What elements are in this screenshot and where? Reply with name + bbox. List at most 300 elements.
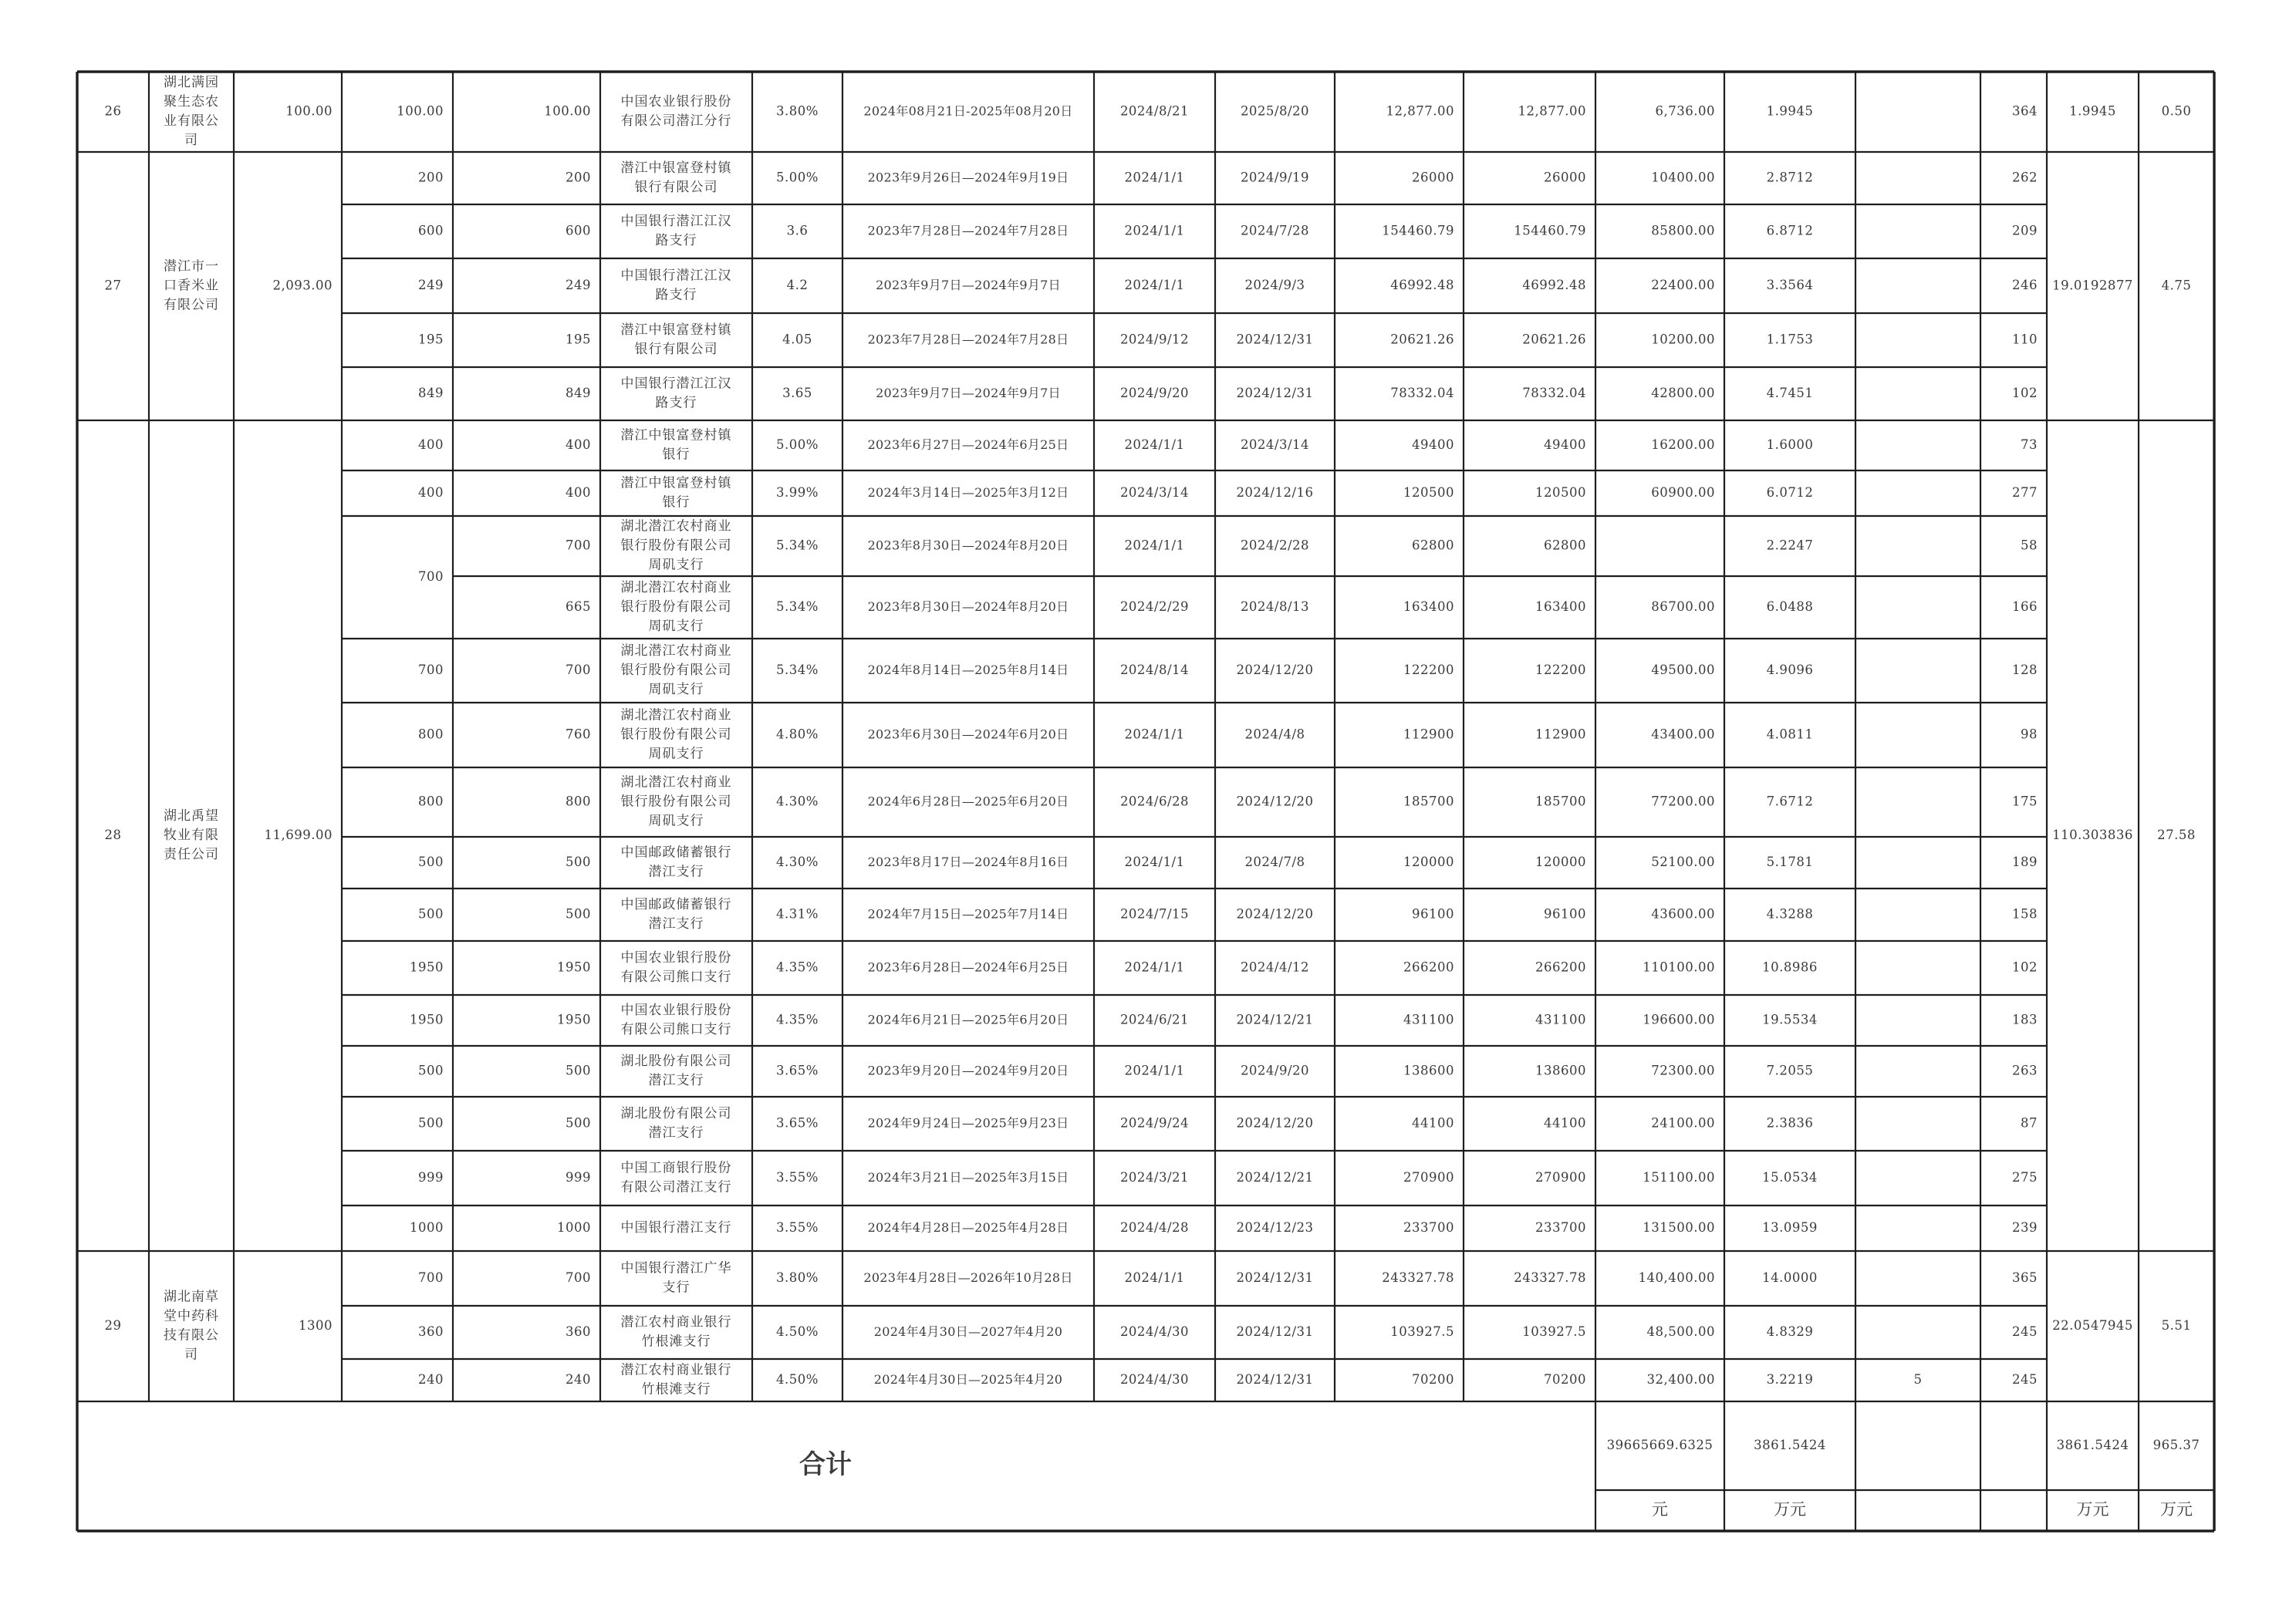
cell-base1: 12,877.00 bbox=[1386, 103, 1454, 119]
cell-rate: 3.65 bbox=[782, 386, 812, 400]
cell-term: 2023年7月28日—2024年7月28日 bbox=[867, 223, 1069, 238]
cell-subsidy: 10.8986 bbox=[1762, 959, 1818, 975]
cell-bank-line: 中国工商银行股份 bbox=[620, 1160, 732, 1176]
cell-days: 209 bbox=[2012, 223, 2038, 238]
cell-end: 2024/12/20 bbox=[1236, 1115, 1314, 1131]
cell-subsidy: 4.9096 bbox=[1766, 663, 1814, 677]
cell-term: 2023年6月27日—2024年6月25日 bbox=[867, 437, 1069, 452]
cell-balance: 100.00 bbox=[544, 103, 591, 119]
cell-base1: 26000 bbox=[1412, 170, 1454, 185]
cell-balance: 1000 bbox=[557, 1220, 591, 1235]
cell-days: 263 bbox=[2012, 1063, 2038, 1078]
cell-company-line: 司 bbox=[184, 133, 198, 148]
cell-company-line: 牧业有限 bbox=[164, 828, 219, 843]
cell-subsidy: 2.2247 bbox=[1766, 538, 1814, 553]
cell-start: 2024/6/21 bbox=[1119, 1012, 1190, 1027]
cell-rate: 5.00% bbox=[776, 170, 819, 185]
cell-rate: 4.30% bbox=[776, 794, 819, 809]
cell-subsidy: 3.2219 bbox=[1766, 1372, 1814, 1387]
cell-end: 2024/12/16 bbox=[1236, 485, 1314, 500]
cell-company-line: 湖北满园 bbox=[164, 75, 219, 90]
cell-base1: 62800 bbox=[1412, 538, 1454, 553]
cell-base1: 49400 bbox=[1412, 437, 1454, 452]
cell-start: 2024/1/1 bbox=[1124, 959, 1185, 975]
cell-balance: 360 bbox=[566, 1324, 591, 1339]
cell-bank-line: 中国农业银行股份 bbox=[620, 94, 732, 110]
cell-term: 2023年9月20日—2024年9月20日 bbox=[867, 1063, 1069, 1078]
cell-base2: 103927.5 bbox=[1522, 1324, 1586, 1339]
cell-end: 2024/12/31 bbox=[1236, 386, 1314, 400]
unit-final: 万元 bbox=[2160, 1500, 2193, 1519]
cell-company bbox=[164, 808, 219, 862]
cell-start: 2024/8/14 bbox=[1119, 663, 1190, 677]
cell-blank: 5 bbox=[1913, 1372, 1923, 1387]
cell-base1: 138600 bbox=[1403, 1063, 1454, 1078]
cell-days: 73 bbox=[2021, 437, 2038, 452]
cell-term: 2024年7月15日—2025年7月14日 bbox=[867, 906, 1069, 922]
cell-company-line: 业有限公 bbox=[164, 113, 219, 129]
cell-sum: 22.0547945 bbox=[2052, 1318, 2133, 1333]
cell-loan: 999 bbox=[418, 1170, 444, 1185]
cell-interest: 72300.00 bbox=[1651, 1063, 1715, 1078]
cell-days: 239 bbox=[2012, 1220, 2038, 1235]
cell-end: 2024/12/31 bbox=[1236, 1372, 1314, 1387]
cell-base2: 243327.78 bbox=[1514, 1270, 1586, 1285]
cell-balance: 600 bbox=[566, 223, 591, 238]
cell-term: 2024年9月24日—2025年9月23日 bbox=[867, 1115, 1069, 1131]
cell-start: 2024/3/14 bbox=[1119, 485, 1190, 500]
unit-yuan: 元 bbox=[1652, 1500, 1668, 1519]
cell-interest: 110100.00 bbox=[1643, 959, 1715, 975]
cell-end: 2024/8/13 bbox=[1240, 599, 1310, 614]
cell-days: 275 bbox=[2012, 1170, 2038, 1185]
cell-term: 2023年8月17日—2024年8月16日 bbox=[867, 855, 1069, 869]
cell-sum: 110.303836 bbox=[2052, 828, 2133, 842]
cell-balance: 249 bbox=[566, 278, 591, 292]
cell-subsidy: 1.9945 bbox=[1766, 103, 1814, 119]
cell-term: 2024年6月28日—2025年6月20日 bbox=[867, 794, 1069, 809]
cell-base1: 20621.26 bbox=[1390, 332, 1454, 347]
cell-amount: 1300 bbox=[299, 1318, 333, 1333]
cell-bank-line: 中国银行潜江支行 bbox=[620, 1220, 732, 1236]
cell-days: 364 bbox=[2012, 103, 2038, 119]
cell-end: 2024/12/31 bbox=[1236, 1324, 1314, 1339]
cell-loan: 240 bbox=[418, 1372, 444, 1387]
cell-bank-line: 有限公司熊口支行 bbox=[620, 969, 732, 985]
cell-term: 2023年4月28日—2026年10月28日 bbox=[863, 1270, 1073, 1285]
cell-base1: 78332.04 bbox=[1390, 386, 1454, 400]
cell-base1: 185700 bbox=[1403, 794, 1454, 809]
cell-term: 2023年6月28日—2024年6月25日 bbox=[867, 959, 1069, 975]
cell-interest: 196600.00 bbox=[1643, 1012, 1715, 1027]
cell-base2: 112900 bbox=[1535, 727, 1586, 742]
cell-term: 2024年08月21日-2025年08月20日 bbox=[863, 103, 1073, 119]
cell-term: 2023年9月7日—2024年9月7日 bbox=[876, 278, 1061, 292]
cell-subsidy: 4.8329 bbox=[1766, 1324, 1814, 1339]
cell-interest: 86700.00 bbox=[1651, 599, 1715, 614]
cell-seq: 26 bbox=[104, 103, 122, 119]
cell-start: 2024/1/1 bbox=[1124, 437, 1185, 452]
cell-base2: 270900 bbox=[1535, 1170, 1586, 1185]
cell-bank-line: 有限公司潜江支行 bbox=[620, 1179, 732, 1195]
cell-base2: 233700 bbox=[1535, 1220, 1586, 1235]
cell-amount: 100.00 bbox=[285, 103, 333, 119]
cell-balance: 400 bbox=[566, 485, 591, 500]
cell-days: 246 bbox=[2012, 278, 2038, 292]
cell-bank-line: 周矶支行 bbox=[648, 619, 704, 634]
cell-end: 2024/3/14 bbox=[1240, 437, 1310, 452]
cell-balance: 500 bbox=[566, 1063, 591, 1078]
cell-final: 5.51 bbox=[2161, 1318, 2192, 1333]
cell-bank-line: 潜江中银富登村镇 bbox=[620, 160, 732, 176]
cell-loan: 700 bbox=[418, 1270, 444, 1285]
cell-loan: 200 bbox=[418, 170, 444, 185]
cell-term: 2024年4月28日—2025年4月28日 bbox=[867, 1220, 1069, 1235]
cell-base2: 163400 bbox=[1535, 599, 1586, 614]
cell-term: 2024年3月14日—2025年3月12日 bbox=[867, 485, 1069, 500]
cell-balance: 195 bbox=[566, 332, 591, 347]
cell-subsidy: 15.0534 bbox=[1762, 1170, 1818, 1185]
cell-base2: 266200 bbox=[1535, 959, 1586, 975]
cell-base2: 46992.48 bbox=[1522, 278, 1586, 292]
cell-base1: 96100 bbox=[1412, 906, 1454, 922]
cell-bank-line: 周矶支行 bbox=[648, 682, 704, 697]
cell-bank-line: 路支行 bbox=[655, 287, 697, 303]
cell-base1: 112900 bbox=[1403, 727, 1454, 742]
cell-bank-line: 竹根滩支行 bbox=[641, 1334, 711, 1350]
cell-bank-line: 银行有限公司 bbox=[634, 342, 718, 357]
cell-rate: 4.80% bbox=[776, 727, 819, 742]
cell-bank-line: 中国银行潜江广华 bbox=[620, 1260, 732, 1276]
cell-start: 2024/9/20 bbox=[1119, 386, 1190, 400]
cell-start: 2024/1/1 bbox=[1124, 855, 1185, 869]
cell-bank-line: 路支行 bbox=[655, 395, 697, 411]
cell-bank-line: 潜江农村商业银行 bbox=[620, 1314, 732, 1330]
total-yuan: 39665669.6325 bbox=[1606, 1438, 1714, 1452]
cell-interest: 131500.00 bbox=[1643, 1220, 1715, 1235]
cell-balance: 760 bbox=[566, 727, 591, 742]
cell-rate: 4.31% bbox=[776, 906, 819, 922]
cell-rate: 3.65% bbox=[776, 1115, 819, 1131]
cell-term: 2023年8月30日—2024年8月20日 bbox=[867, 538, 1069, 553]
cell-end: 2024/9/19 bbox=[1240, 170, 1310, 185]
cell-bank-line: 路支行 bbox=[655, 233, 697, 248]
cell-rate: 4.05 bbox=[782, 332, 812, 347]
cell-end: 2024/12/31 bbox=[1236, 1270, 1314, 1285]
total-sum: 3861.5424 bbox=[2056, 1438, 2129, 1452]
cell-rate: 4.35% bbox=[776, 1012, 819, 1027]
cell-base1: 243327.78 bbox=[1382, 1270, 1454, 1285]
cell-bank-line: 湖北潜江农村商业 bbox=[620, 774, 732, 791]
cell-amount: 11,699.00 bbox=[264, 828, 333, 842]
cell-subsidy: 14.0000 bbox=[1762, 1270, 1818, 1285]
cell-rate: 5.34% bbox=[776, 663, 819, 677]
cell-bank-line: 湖北潜江农村商业 bbox=[620, 643, 732, 659]
cell-company-line: 司 bbox=[184, 1347, 198, 1363]
cell-bank-line: 银行股份有限公司 bbox=[620, 727, 732, 743]
cell-loan: 700 bbox=[418, 663, 444, 677]
cell-loan: 1950 bbox=[410, 1012, 444, 1027]
cell-start: 2024/4/28 bbox=[1119, 1220, 1190, 1235]
cell-days: 277 bbox=[2012, 485, 2038, 500]
cell-start: 2024/2/29 bbox=[1119, 599, 1190, 614]
cell-days: 110 bbox=[2012, 332, 2038, 347]
cell-subsidy: 4.7451 bbox=[1766, 386, 1814, 400]
cell-interest: 43400.00 bbox=[1651, 727, 1715, 742]
cell-loan: 800 bbox=[418, 794, 444, 809]
cell-end: 2024/9/3 bbox=[1244, 278, 1305, 292]
cell-seq: 27 bbox=[104, 278, 122, 293]
cell-start: 2024/3/21 bbox=[1119, 1170, 1190, 1185]
cell-term: 2024年8月14日—2025年8月14日 bbox=[867, 663, 1069, 677]
cell-bank-line: 竹根滩支行 bbox=[641, 1381, 711, 1398]
cell-base2: 12,877.00 bbox=[1518, 103, 1586, 119]
cell-end: 2024/12/20 bbox=[1236, 906, 1314, 922]
cell-base1: 70200 bbox=[1412, 1372, 1454, 1387]
cell-bank-line: 中国银行潜江江汉 bbox=[620, 214, 732, 229]
cell-base2: 70200 bbox=[1544, 1372, 1586, 1387]
cell-base1: 270900 bbox=[1403, 1170, 1454, 1185]
cell-company-line: 湖北禹望 bbox=[164, 808, 219, 824]
cell-company-line: 堂中药科 bbox=[164, 1308, 219, 1324]
cell-subsidy: 3.3564 bbox=[1766, 278, 1814, 292]
cell-rate: 3.55% bbox=[776, 1170, 819, 1185]
cell-rate: 4.35% bbox=[776, 959, 819, 975]
cell-bank-line: 湖北潜江农村商业 bbox=[620, 707, 732, 723]
cell-subsidy: 4.3288 bbox=[1766, 906, 1814, 922]
cell-base1: 163400 bbox=[1403, 599, 1454, 614]
cell-bank-line: 潜江支行 bbox=[648, 1125, 704, 1141]
cell-days: 102 bbox=[2012, 959, 2038, 975]
cell-company-line: 技有限公 bbox=[164, 1327, 219, 1344]
cell-start: 2024/6/28 bbox=[1119, 794, 1190, 809]
cell-bank-line: 银行有限公司 bbox=[634, 180, 718, 195]
cell-subsidy: 6.0712 bbox=[1766, 485, 1814, 500]
cell-base1: 122200 bbox=[1403, 663, 1454, 677]
cell-bank-line: 潜江中银富登村镇 bbox=[620, 427, 732, 443]
cell-base1: 233700 bbox=[1403, 1220, 1454, 1235]
cell-interest: 85800.00 bbox=[1651, 223, 1715, 238]
cell-loan: 700 bbox=[418, 569, 444, 584]
cell-base2: 44100 bbox=[1544, 1115, 1586, 1131]
cell-amount: 2,093.00 bbox=[272, 278, 333, 293]
cell-sum: 19.0192877 bbox=[2052, 278, 2133, 293]
cell-bank-line: 有限公司潜江分行 bbox=[620, 113, 732, 129]
total-final: 965.37 bbox=[2152, 1438, 2200, 1452]
cell-end: 2024/7/8 bbox=[1244, 855, 1305, 869]
cell-balance: 800 bbox=[566, 794, 591, 809]
cell-bank-line: 银行股份有限公司 bbox=[620, 599, 732, 615]
cell-interest: 48,500.00 bbox=[1646, 1324, 1715, 1339]
cell-days: 98 bbox=[2021, 727, 2038, 742]
cell-term: 2023年7月28日—2024年7月28日 bbox=[867, 332, 1069, 347]
cell-subsidy: 6.8712 bbox=[1766, 223, 1814, 238]
cell-days: 183 bbox=[2012, 1012, 2038, 1027]
cell-term: 2023年6月30日—2024年6月20日 bbox=[867, 727, 1069, 742]
cell-interest: 22400.00 bbox=[1651, 278, 1715, 292]
cell-start: 2024/1/1 bbox=[1124, 1270, 1185, 1285]
cell-start: 2024/1/1 bbox=[1124, 223, 1185, 238]
cell-days: 262 bbox=[2012, 170, 2038, 185]
cell-bank-line: 银行股份有限公司 bbox=[620, 794, 732, 810]
cell-start: 2024/4/30 bbox=[1119, 1372, 1190, 1387]
cell-rate: 3.65% bbox=[776, 1063, 819, 1078]
cell-loan: 500 bbox=[418, 1115, 444, 1131]
cell-start: 2024/8/21 bbox=[1119, 103, 1190, 119]
cell-loan: 500 bbox=[418, 855, 444, 869]
cell-bank-line: 潜江支行 bbox=[648, 864, 704, 880]
cell-balance: 1950 bbox=[557, 959, 591, 975]
cell-term: 2023年9月7日—2024年9月7日 bbox=[876, 386, 1061, 400]
cell-loan: 500 bbox=[418, 1063, 444, 1078]
cell-days: 87 bbox=[2021, 1115, 2038, 1131]
cell-term: 2024年6月21日—2025年6月20日 bbox=[867, 1012, 1069, 1027]
cell-balance: 700 bbox=[566, 663, 591, 677]
cell-interest: 43600.00 bbox=[1651, 906, 1715, 922]
cell-end: 2024/12/31 bbox=[1236, 332, 1314, 347]
cell-bank-line: 银行 bbox=[662, 447, 690, 463]
cell-balance: 700 bbox=[566, 538, 591, 553]
cell-base2: 154460.79 bbox=[1514, 223, 1586, 238]
cell-base1: 266200 bbox=[1403, 959, 1454, 975]
cell-subsidy: 19.5534 bbox=[1762, 1012, 1818, 1027]
cell-final: 4.75 bbox=[2161, 278, 2192, 293]
cell-interest: 151100.00 bbox=[1643, 1170, 1715, 1185]
cell-company-line: 责任公司 bbox=[164, 847, 219, 862]
cell-company bbox=[164, 259, 219, 313]
cell-loan: 100.00 bbox=[397, 103, 444, 119]
cell-base1: 431100 bbox=[1403, 1012, 1454, 1027]
cell-days: 245 bbox=[2012, 1324, 2038, 1339]
cell-end: 2024/12/20 bbox=[1236, 794, 1314, 809]
cell-rate: 3.80% bbox=[776, 103, 819, 119]
cell-end: 2024/12/20 bbox=[1236, 663, 1314, 677]
cell-bank-line: 银行 bbox=[662, 494, 690, 511]
cell-loan: 195 bbox=[418, 332, 444, 347]
cell-bank-line: 周矶支行 bbox=[648, 557, 704, 573]
cell-balance: 849 bbox=[566, 386, 591, 400]
cell-interest: 10400.00 bbox=[1651, 170, 1715, 185]
cell-company-line: 聚生态农 bbox=[164, 94, 219, 110]
cell-loan: 800 bbox=[418, 727, 444, 742]
cell-balance: 500 bbox=[566, 855, 591, 869]
cell-seq: 29 bbox=[104, 1318, 122, 1333]
cell-days: 58 bbox=[2021, 538, 2038, 553]
cell-base2: 78332.04 bbox=[1522, 386, 1586, 400]
cell-bank-line: 潜江支行 bbox=[648, 916, 704, 932]
cell-base1: 120000 bbox=[1403, 855, 1454, 869]
cell-end: 2024/9/20 bbox=[1240, 1063, 1310, 1078]
cell-bank-line: 周矶支行 bbox=[648, 813, 704, 829]
cell-loan: 1000 bbox=[410, 1220, 444, 1235]
cell-seq: 28 bbox=[104, 828, 122, 842]
cell-bank bbox=[621, 1220, 732, 1236]
cell-bank-line: 有限公司熊口支行 bbox=[620, 1022, 732, 1037]
cell-base2: 26000 bbox=[1544, 170, 1586, 185]
cell-bank-line: 中国农业银行股份 bbox=[620, 950, 732, 966]
cell-rate: 4.2 bbox=[786, 278, 809, 292]
cell-base2: 49400 bbox=[1544, 437, 1586, 452]
cell-start: 2024/9/12 bbox=[1119, 332, 1190, 347]
cell-bank-line: 湖北潜江农村商业 bbox=[620, 518, 732, 534]
cell-balance: 500 bbox=[566, 1115, 591, 1131]
cell-days: 166 bbox=[2012, 599, 2038, 614]
cell-subsidy: 1.1753 bbox=[1766, 332, 1814, 347]
cell-bank-line: 中国银行潜江江汉 bbox=[620, 376, 732, 392]
total-label: 合计 bbox=[799, 1449, 852, 1480]
cell-term: 2023年8月30日—2024年8月20日 bbox=[867, 599, 1069, 614]
cell-subsidy: 13.0959 bbox=[1762, 1220, 1818, 1235]
cell-interest: 77200.00 bbox=[1651, 794, 1715, 809]
cell-interest: 10200.00 bbox=[1651, 332, 1715, 347]
cell-term: 2023年9月26日—2024年9月19日 bbox=[867, 170, 1069, 185]
cell-rate: 5.34% bbox=[776, 599, 819, 614]
cell-end: 2024/12/21 bbox=[1236, 1170, 1314, 1185]
cell-subsidy: 2.3836 bbox=[1766, 1115, 1814, 1131]
cell-start: 2024/9/24 bbox=[1119, 1115, 1190, 1131]
cell-rate: 5.34% bbox=[776, 538, 819, 553]
cell-bank-line: 中国银行潜江江汉 bbox=[620, 268, 732, 284]
cell-end: 2024/12/21 bbox=[1236, 1012, 1314, 1027]
cell-company-line: 口香米业 bbox=[164, 278, 219, 294]
cell-loan: 400 bbox=[418, 485, 444, 500]
cell-base2: 96100 bbox=[1544, 906, 1586, 922]
cell-bank-line: 湖北股份有限公司 bbox=[620, 1054, 732, 1069]
cell-days: 158 bbox=[2012, 906, 2038, 922]
cell-loan: 360 bbox=[418, 1324, 444, 1339]
cell-base1: 103927.5 bbox=[1390, 1324, 1454, 1339]
cell-base2: 62800 bbox=[1544, 538, 1586, 553]
cell-days: 189 bbox=[2012, 855, 2038, 869]
cell-interest: 140,400.00 bbox=[1638, 1270, 1715, 1285]
cell-bank-line: 中国农业银行股份 bbox=[620, 1003, 732, 1018]
cell-days: 128 bbox=[2012, 663, 2038, 677]
cell-bank-line: 中国邮政储蓄银行 bbox=[620, 897, 732, 912]
cell-rate: 5.00% bbox=[776, 437, 819, 452]
cell-base2: 122200 bbox=[1535, 663, 1586, 677]
cell-rate: 4.50% bbox=[776, 1324, 819, 1339]
cell-start: 2024/1/1 bbox=[1124, 170, 1185, 185]
cell-balance: 665 bbox=[566, 599, 591, 614]
cell-bank-line: 支行 bbox=[662, 1280, 690, 1296]
cell-bank-line: 潜江支行 bbox=[648, 1073, 704, 1088]
cell-start: 2024/1/1 bbox=[1124, 538, 1185, 553]
cell-interest: 6,736.00 bbox=[1655, 103, 1715, 119]
cell-balance: 400 bbox=[566, 437, 591, 452]
cell-interest: 52100.00 bbox=[1651, 855, 1715, 869]
cell-rate: 4.30% bbox=[776, 855, 819, 869]
unit-sum: 万元 bbox=[2076, 1500, 2109, 1519]
unit-wan: 万元 bbox=[1774, 1500, 1806, 1519]
cell-base1: 46992.48 bbox=[1390, 278, 1454, 292]
cell-base2: 431100 bbox=[1535, 1012, 1586, 1027]
cell-base1: 154460.79 bbox=[1382, 223, 1454, 238]
cell-rate: 3.55% bbox=[776, 1220, 819, 1235]
cell-end: 2024/4/8 bbox=[1244, 727, 1305, 742]
cell-days: 365 bbox=[2012, 1270, 2038, 1285]
cell-base2: 120500 bbox=[1535, 485, 1586, 500]
cell-interest: 24100.00 bbox=[1651, 1115, 1715, 1131]
cell-subsidy: 6.0488 bbox=[1766, 599, 1814, 614]
cell-term: 2024年4月30日—2025年4月20 bbox=[873, 1372, 1063, 1387]
cell-company-line: 潜江市一 bbox=[164, 258, 219, 275]
cell-base2: 20621.26 bbox=[1522, 332, 1586, 347]
cell-interest: 49500.00 bbox=[1651, 663, 1715, 677]
cell-start: 2024/4/30 bbox=[1119, 1324, 1190, 1339]
cell-sum: 1.9945 bbox=[2069, 103, 2116, 119]
cell-start: 2024/1/1 bbox=[1124, 278, 1185, 292]
cell-balance: 240 bbox=[566, 1372, 591, 1387]
